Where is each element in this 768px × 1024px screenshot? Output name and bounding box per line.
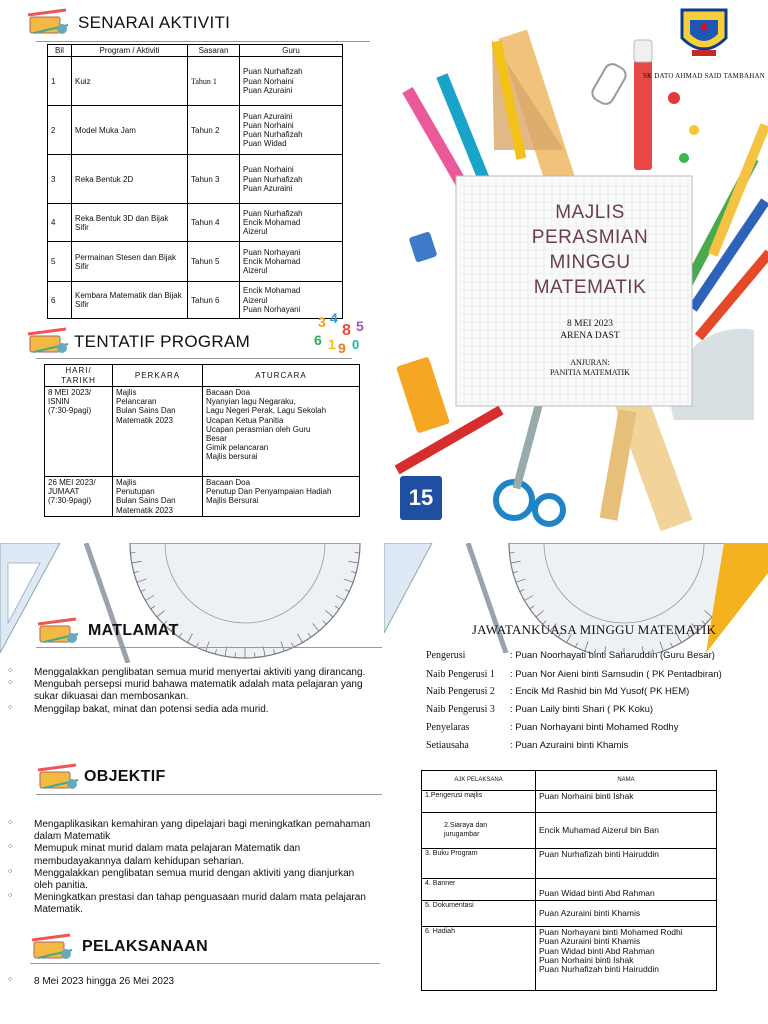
role-name: : Puan Noorhayati binti Saharuddin (Guru Besar) xyxy=(510,650,715,661)
role-row xyxy=(426,686,689,697)
ajk-table xyxy=(421,770,717,991)
cell-program: Kuiz xyxy=(72,57,188,106)
cell-aturcara: Bacaan Doa Penutup Dan Penyampaian Hadiah Majlis Bersurai xyxy=(203,477,360,517)
cell-tarikh: 8 MEI 2023/ ISNIN (7:30-9pagi) xyxy=(45,387,113,477)
cell-sasaran: Tahun 2 xyxy=(188,106,240,155)
cell-program: Reka Bentuk 3D dan Bijak Sifir xyxy=(72,204,188,242)
cell-guru: Encik Mohamad Aizerul Puan Norhayani xyxy=(240,282,343,319)
col-header: Guru xyxy=(240,45,343,57)
col-header: HARI/ TARIKH xyxy=(45,365,113,387)
jawatankuasa-panel xyxy=(384,543,768,1024)
cell-names: Puan Azuraini binti Khamis xyxy=(536,901,717,927)
cell-aturcara: Bacaan Doa Nyanyian lagu Negaraku, Lagu Negeri Perak, Lagu Sekolah Ucapan Ketua Panitia Ucapan perasmian oleh Guru Besar Gimik pelancaran Majlis bersurai xyxy=(203,387,360,477)
matlamat-list xyxy=(0,667,375,716)
cell-guru: Puan Norhayani Encik Mohamad Aizerul xyxy=(240,242,343,282)
cell-bil: 5 xyxy=(48,242,72,282)
cell-guru: Puan Nurhafizah Encik Mohamad Aizerul xyxy=(240,204,343,242)
cell-tarikh: 26 MEI 2023/ JUMAAT (7:30-9pagi) xyxy=(45,477,113,517)
table-row xyxy=(48,106,343,155)
svg-text:9: 9 xyxy=(338,340,346,356)
list-item: ○ Menggalakkan penglibatan semua murid dengan aktiviti yang dianjurkan oleh panitia. xyxy=(0,868,375,892)
role-label: Penyelaras xyxy=(426,722,470,733)
svg-text:8: 8 xyxy=(342,322,351,339)
svg-text:4: 4 xyxy=(330,310,338,326)
col-header: AJK PELAKSANA xyxy=(422,771,536,791)
senarai-title: SENARAI AKTIVITI xyxy=(78,13,231,32)
tentatif-table xyxy=(44,364,360,517)
col-header: PERKARA xyxy=(113,365,203,387)
table-row xyxy=(45,477,360,517)
cell-program: Reka Bentuk 2D xyxy=(72,155,188,204)
role-name: : Encik Md Rashid bin Md Yusof( PK HEM) xyxy=(510,686,690,697)
table-row xyxy=(48,57,343,106)
list-item: ○ Mengaplikasikan kemahiran yang dipelajari bagi meningkatkan pemahaman dalam Matematik xyxy=(0,819,375,843)
table-row xyxy=(422,813,717,849)
school-name: SK DATO AHMAD SAID TAMBAHAN xyxy=(642,72,765,80)
cell-sasaran: Tahun 4 xyxy=(188,204,240,242)
cell-perkara: Majlis Penutupan Bulan Sains Dan Matematik 2023 xyxy=(113,477,203,517)
list-item: ○ Menggilap bakat, minat dan potensi sedia ada murid. xyxy=(0,704,375,716)
divider xyxy=(36,647,382,648)
cell-bil: 3 xyxy=(48,155,72,204)
cover-organizer xyxy=(496,358,684,378)
col-header: NAMA xyxy=(536,771,717,791)
cell-bil: 6 xyxy=(48,282,72,319)
objektif-title: OBJEKTIF xyxy=(84,768,166,785)
stationery-icon xyxy=(26,326,70,356)
matlamat-panel xyxy=(0,543,384,1024)
senarai-panel xyxy=(0,0,384,540)
title-line: MATEMATIK xyxy=(533,277,647,298)
organizer-label: ANJURAN: xyxy=(570,358,610,367)
table-row xyxy=(422,791,717,813)
divider xyxy=(36,794,382,795)
table-row xyxy=(422,927,717,991)
table-row xyxy=(422,849,717,879)
role-label: Pengerusi xyxy=(426,650,466,661)
table-row xyxy=(422,879,717,901)
cover-date: 8 MEI 2023 xyxy=(567,319,613,329)
role-row xyxy=(426,669,722,680)
svg-text:3: 3 xyxy=(318,314,326,330)
school-crest-icon xyxy=(678,4,730,62)
list-item: ○ Mengubah persepsi murid bahawa matematik adalah mata pelajaran yang sukar dikuasai dan membosankan. xyxy=(0,679,375,703)
cell-program: Permainan Stesen dan Bijak Sifir xyxy=(72,242,188,282)
matlamat-title: MATLAMAT xyxy=(88,622,179,639)
role-label: Naib Pengerusi 3 xyxy=(426,704,495,715)
role-name: : Puan Laily binti Shari ( PK Koku) xyxy=(510,704,654,715)
cover-panel xyxy=(384,0,768,540)
cell-task: 1.Pengerusi majlis xyxy=(422,791,536,813)
role-label: Naib Pengerusi 2 xyxy=(426,686,495,697)
stationery-icon xyxy=(36,616,80,646)
list-item: ○ 8 Mei 2023 hingga 26 Mei 2023 xyxy=(0,976,375,988)
cell-sasaran: Tahun 5 xyxy=(188,242,240,282)
col-header: Sasaran xyxy=(188,45,240,57)
cell-program: Kembara Matematik dan Bijak Sifir xyxy=(72,282,188,319)
cover-venue: ARENA DAST xyxy=(560,331,620,341)
col-header: Bil xyxy=(48,45,72,57)
objektif-list xyxy=(0,819,375,917)
organizer-name: PANITIA MATEMATIK xyxy=(550,368,630,377)
title-line: MAJLIS xyxy=(555,202,625,223)
cell-task: 3. Buku Program xyxy=(422,849,536,879)
cell-names: Encik Muhamad Aizerul bin Ban xyxy=(536,813,717,849)
col-header: ATURCARA xyxy=(203,365,360,387)
cell-bil: 2 xyxy=(48,106,72,155)
cell-bil: 1 xyxy=(48,57,72,106)
stationery-icon xyxy=(26,7,70,37)
svg-text:6: 6 xyxy=(314,332,322,348)
list-item: ○ Memupuk minat murid dalam mata pelajaran Matematik dan membudayakannya dalam kehidupan seharian. xyxy=(0,843,375,867)
stationery-icon xyxy=(36,762,80,792)
role-label: Naib Pengerusi 1 xyxy=(426,669,495,680)
event-logo: 15 xyxy=(400,476,442,520)
cell-names: Puan Nurhafizah binti Hairuddin xyxy=(536,849,717,879)
divider xyxy=(36,41,370,42)
cell-program: Model Muka Jam xyxy=(72,106,188,155)
role-row xyxy=(426,704,653,715)
stationery-icon xyxy=(30,932,74,962)
senarai-table xyxy=(47,44,343,319)
role-name: : Puan Norhayani binti Mohamed Rodhy xyxy=(510,722,679,733)
cell-names: Puan Widad binti Abd Rahman xyxy=(536,879,717,901)
svg-text:1: 1 xyxy=(328,336,336,352)
table-row xyxy=(48,242,343,282)
cell-guru: Puan Azuraini Puan Norhaini Puan Nurhafizah Puan Widad xyxy=(240,106,343,155)
cell-task: 6. Hadiah xyxy=(422,927,536,991)
svg-text:5: 5 xyxy=(356,318,364,334)
cell-task: 2.Siaraya dan jurugambar xyxy=(422,813,536,849)
cell-task: 5. Dokumentasi xyxy=(422,901,536,927)
cell-bil: 4 xyxy=(48,204,72,242)
title-line: PERASMIAN xyxy=(531,227,649,248)
pelaksanaan-list xyxy=(0,976,375,988)
list-item: ○ Menggalakkan penglibatan semua murid menyertai aktiviti yang dirancang. xyxy=(0,667,375,679)
cell-names: Puan Norhayani binti Mohamed Rodhi Puan Azuraini binti Khamis Puan Widad binti Abd Rahman Puan Norhaini binti Ishak Puan Nurhafizah binti Hairuddin xyxy=(536,927,717,991)
cover-date-venue xyxy=(496,318,684,342)
tentatif-title: TENTATIF PROGRAM xyxy=(74,332,251,351)
role-name: : Puan Azuraini binti Khamis xyxy=(510,740,629,751)
numbers-icon xyxy=(312,305,374,357)
table-row xyxy=(48,204,343,242)
cell-guru: Puan Nurhafizah Puan Norhaini Puan Azuraini xyxy=(240,57,343,106)
table-row xyxy=(45,387,360,477)
cell-sasaran: Tahun 3 xyxy=(188,155,240,204)
cover-title xyxy=(496,200,684,300)
cell-task: 4. Banner xyxy=(422,879,536,901)
cell-names: Puan Norhaini binti Ishak xyxy=(536,791,717,813)
table-row xyxy=(48,282,343,319)
pelaksanaan-title: PELAKSANAAN xyxy=(82,938,208,955)
role-label: Setiausaha xyxy=(426,740,469,751)
list-item: ○ Meningkatkan prestasi dan tahap penguasaan murid dalam mata pelajaran Matematik. xyxy=(0,892,375,916)
cell-sasaran: Tahun 6 xyxy=(188,282,240,319)
svg-text:0: 0 xyxy=(352,337,360,352)
table-row xyxy=(48,155,343,204)
title-line: MINGGU xyxy=(549,252,631,273)
role-name: : Puan Nor Aieni binti Samsudin ( PK Pentadbiran) xyxy=(510,669,722,680)
cell-guru: Puan Norhaini Puan Nurhafizah Puan Azuraini xyxy=(240,155,343,204)
role-row xyxy=(426,650,715,661)
jawatankuasa-title: JAWATANKUASA MINGGU MATEMATIK xyxy=(471,622,717,637)
divider xyxy=(36,358,352,359)
divider xyxy=(30,963,380,964)
cell-perkara: Majlis Pelancaran Bulan Sains Dan Matematik 2023 xyxy=(113,387,203,477)
col-header: Program / Aktiviti xyxy=(72,45,188,57)
role-row xyxy=(426,722,678,733)
table-row xyxy=(422,901,717,927)
role-row xyxy=(426,740,628,751)
cell-sasaran: Tahun 1 xyxy=(188,57,240,106)
